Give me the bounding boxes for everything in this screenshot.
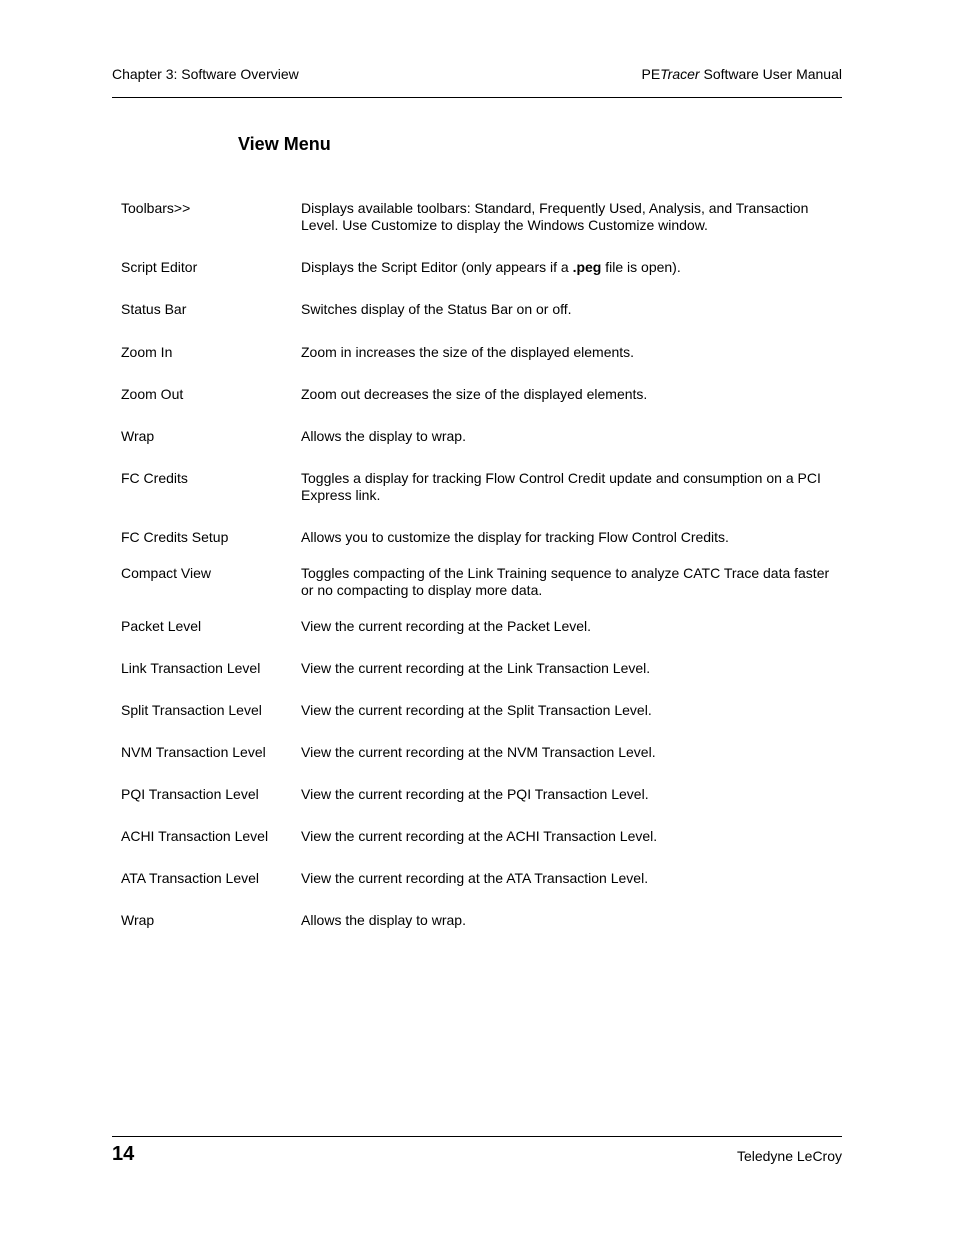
- menu-row-zoom-in: [121, 344, 841, 386]
- menu-row-toolbars: [121, 200, 841, 259]
- menu-item-description: Zoom in increases the size of the displayed elements.: [301, 344, 635, 360]
- menu-item-name: Compact View: [121, 565, 212, 581]
- menu-item-name: PQI Transaction Level: [121, 786, 259, 802]
- menu-item-description: Switches display of the Status Bar on or off.: [301, 301, 572, 317]
- manual-title-italic: Tracer: [660, 66, 700, 82]
- header-divider: [112, 97, 842, 98]
- menu-item-description: View the current recording at the PQI Transaction Level.: [301, 786, 649, 802]
- description-text: file is open).: [601, 259, 681, 275]
- menu-row-status-bar: [121, 301, 841, 344]
- menu-item-description: Allows you to customize the display for tracking Flow Control Credits.: [301, 529, 729, 545]
- menu-item-description: Toggles compacting of the Link Training sequence to analyze CATC Trace data faster or no compacting to display more data.: [301, 565, 830, 598]
- menu-row-zoom-out: [121, 386, 841, 428]
- manual-title: [641, 66, 842, 82]
- menu-item-description: View the current recording at the NVM Transaction Level.: [301, 744, 656, 760]
- menu-row-compact-view: [121, 565, 841, 618]
- menu-item-name: Wrap: [121, 428, 155, 444]
- menu-row-packet-level: [121, 618, 841, 660]
- menu-item-description: Allows the display to wrap.: [301, 912, 466, 928]
- menu-item-name: Wrap: [121, 912, 155, 928]
- menu-row-wrap-2: [121, 912, 841, 954]
- menu-row-nvm-transaction-level: [121, 744, 841, 786]
- menu-row-link-transaction-level: [121, 660, 841, 702]
- menu-item-name: Status Bar: [121, 301, 187, 317]
- manual-title-prefix: PE: [641, 66, 661, 82]
- menu-item-description: Toggles a display for tracking Flow Control Credit update and consumption on a PCI Express link.: [301, 470, 821, 503]
- menu-row-split-transaction-level: [121, 702, 841, 744]
- page-number: 14: [112, 1143, 135, 1165]
- menu-item-name: Zoom Out: [121, 386, 184, 402]
- menu-item-name: Packet Level: [121, 618, 202, 634]
- menu-row-fc-credits-setup: [121, 529, 841, 565]
- menu-item-description: View the current recording at the Split Transaction Level.: [301, 702, 652, 718]
- menu-item-description: View the current recording at the Packet Level.: [301, 618, 592, 634]
- menu-row-fc-credits: [121, 470, 841, 529]
- manual-title-suffix: Software User Manual: [699, 66, 842, 82]
- menu-item-name: Script Editor: [121, 259, 198, 275]
- menu-item-description: [301, 259, 841, 301]
- menu-item-name: Zoom In: [121, 344, 173, 360]
- file-extension: .peg: [572, 259, 602, 275]
- footer-divider: [112, 1136, 842, 1137]
- menu-row-script-editor: [121, 259, 841, 301]
- menu-row-achi-transaction-level: [121, 828, 841, 870]
- menu-row-wrap: [121, 428, 841, 470]
- menu-item-name: ATA Transaction Level: [121, 870, 259, 886]
- menu-item-name: Toolbars>>: [121, 200, 191, 216]
- menu-item-name: FC Credits: [121, 470, 188, 486]
- company-name: Teledyne LeCroy: [736, 1148, 842, 1164]
- menu-row-pqi-transaction-level: [121, 786, 841, 828]
- menu-table: [121, 200, 841, 954]
- menu-item-name: FC Credits Setup: [121, 529, 229, 545]
- menu-item-description: Displays available toolbars: Standard, Frequently Used, Analysis, and Transaction Level. Use Customize to display the Windows Customize window.: [301, 200, 809, 233]
- menu-item-description: Allows the display to wrap.: [301, 428, 466, 444]
- menu-item-description: View the current recording at the ATA Transaction Level.: [301, 870, 649, 886]
- chapter-title: Chapter 3: Software Overview: [112, 66, 299, 82]
- menu-item-name: NVM Transaction Level: [121, 744, 266, 760]
- menu-item-name: Link Transaction Level: [121, 660, 261, 676]
- menu-item-description: Zoom out decreases the size of the displayed elements.: [301, 386, 648, 402]
- menu-row-ata-transaction-level: [121, 870, 841, 912]
- description-text: Displays the Script Editor (only appears if a: [301, 259, 573, 275]
- menu-item-name: ACHI Transaction Level: [121, 828, 269, 844]
- section-title: View Menu: [238, 134, 331, 154]
- menu-item-description: View the current recording at the ACHI Transaction Level.: [301, 828, 658, 844]
- menu-item-description: View the current recording at the Link Transaction Level.: [301, 660, 651, 676]
- menu-item-name: Split Transaction Level: [121, 702, 262, 718]
